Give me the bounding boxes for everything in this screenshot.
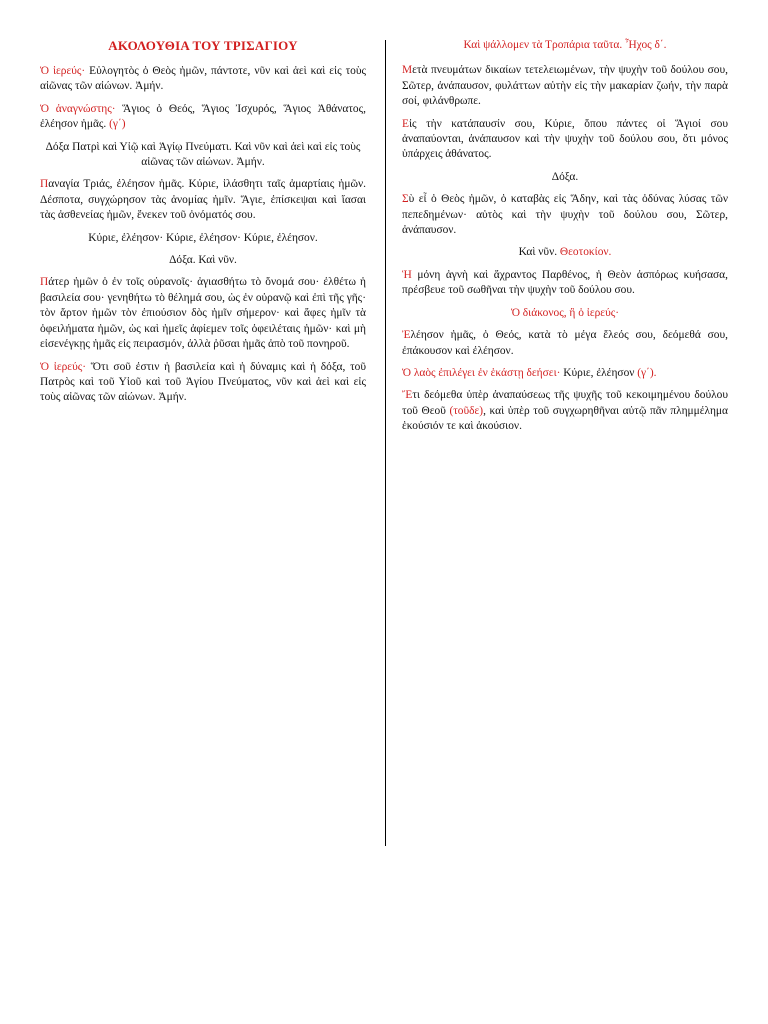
- paragraph-litany-2: [402, 388, 728, 434]
- doxology-text: Ὅτι σοῦ ἐστιν ἡ βασιλεία καὶ ἡ δύναμις καὶ ἡ δόξα, τοῦ Πατρὸς καὶ τοῦ Υἱοῦ καὶ τοῦ Ἁγίου Πνεύματος, νῦν καὶ ἀεὶ καὶ εἰς τοὺς αἰῶνας τῶν αἰώνων. Ἀμήν.: [40, 360, 366, 404]
- theotokion-text: μόνη ἁγνὴ καὶ ἄχραντος Παρθένος, ἡ Θεὸν ἀσπόρως κυήσασα, πρέσβευε τοῦ σωθῆναι τὴν ψυχὴν τοῦ δούλου σου.: [402, 268, 728, 297]
- troparion-2-text: ἰς τὴν κατάπαυσίν σου, Κύριε, ὅπου πάντες οἱ Ἅγιοί σου ἀναπαύονται, ἀνάπαυσον καὶ τὴν ψυχὴν τοῦ δούλου σου, ὅτι μόνος ὑπάρχεις ἀθάνατος.: [402, 117, 728, 161]
- drop-initial: Π: [40, 276, 49, 289]
- role-reader: Ὁ ἀναγνώστης·: [40, 102, 116, 115]
- troparion-3-text: ὺ εἶ ὁ Θεὸς ἡμῶν, ὁ καταβὰς εἰς Ἅδην, καὶ τὰς ὀδύνας λύσας τῶν πεπεδημένων· αὐτὸς καὶ τὴν ψυχὴν τοῦ δούλου σου, Σῶτερ, ἀνάπαυσον.: [402, 193, 728, 237]
- drop-initial: Ἐ: [402, 329, 411, 342]
- kyrie-response-text: Κύριε, ἐλέησον: [560, 366, 638, 379]
- paragraph-glory: Δόξα Πατρὶ καὶ Υἱῷ καὶ Ἁγίῳ Πνεύματι. Καὶ νῦν καὶ ἀεὶ καὶ εἰς τοὺς αἰῶνας τῶν αἰώνων. Ἀμήν.: [45, 140, 361, 169]
- rubric-people: Ὁ λαὸς ἐπιλέγει ἐν ἑκάστῃ δεήσει·: [402, 366, 561, 379]
- paragraph-troparion-1: [402, 63, 728, 109]
- and-now-text: Καὶ νῦν.: [518, 246, 560, 259]
- role-priest: Ὁ ἱερεύς·: [40, 360, 87, 373]
- drop-initial: Π: [40, 178, 49, 191]
- right-column: [402, 38, 728, 442]
- column-divider: [385, 40, 386, 846]
- paragraph-litany-1: [402, 328, 728, 359]
- litany-2-text-a: τι δεόμεθα ὑπὲρ ἀναπαύσεως τῆς ψυχῆς τοῦ κεκοιμημένου δούλου τοῦ Θεοῦ: [402, 389, 728, 417]
- lords-prayer-text: άτερ ἡμῶν ὁ ἐν τοῖς οὐρανοῖς· ἁγιασθήτω τὸ ὄνομά σου· ἐλθέτω ἡ βασιλεία σου· γενηθήτω τὸ θέλημά σου, ὡς ἐν οὐρανῷ καὶ ἐπὶ τῆς γῆς· τὸν ἄρτον ἡμῶν τὸν ἐπιούσιον δὸς ἡμῖν σήμερον· καὶ ἄφες ἡμῖν τὰ ὀφειλήματα ἡμῶν, ὡς καὶ ἡμεῖς ἀφίεμεν τοῖς ὀφειλέταις ἡμῶν· καὶ μὴ εἰσενέγκῃς ἡμᾶς εἰς πειρασμόν, ἀλλὰ ῥῦσαι ἡμᾶς ἀπὸ τοῦ πονηροῦ.: [40, 276, 366, 351]
- paragraph-glory-now: Δόξα. Καὶ νῦν.: [169, 254, 237, 267]
- left-column: [40, 38, 366, 413]
- paragraph-kyrie: Κύριε, ἐλέησον· Κύριε, ἐλέησον· Κύριε, ἐλέησον.: [88, 231, 318, 244]
- paragraph-theotokion: [402, 268, 728, 299]
- drop-initial: Ἡ: [402, 268, 412, 281]
- drop-initial: Σ: [402, 193, 409, 206]
- paragraph-holy-trinity: [40, 177, 366, 223]
- paragraph-troparion-2: [402, 117, 728, 163]
- paragraph-glory-right: Δόξα.: [551, 170, 579, 183]
- troparia-header: Καὶ ψάλλομεν τὰ Τροπάρια ταῦτα. Ἦχος δ΄.: [463, 39, 667, 51]
- rubric-deacon-priest: Ὁ διάκονος, ἢ ὁ ἱερεύς·: [510, 306, 620, 319]
- paragraph-trisagion: [40, 102, 366, 133]
- troparion-1-text: ετὰ πνευμάτων δικαίων τετελειωμένων, τὴν ψυχὴν τοῦ δούλου σου, Σῶτερ, ἀνάπαυσον, φυλάττων αὐτὴν εἰς τὴν μακαρίαν ζωήν, τὴν παρὰ σοί, φιλάνθρωπε.: [402, 64, 728, 108]
- service-title: ΑΚΟΛΟΥΘΙΑ ΤΟΥ ΤΡΙΣΑΓΙΟΥ: [108, 38, 298, 53]
- trisagion-text: Ἅγιος ὁ Θεός, Ἅγιος Ἰσχυρός, Ἅγιος Ἀθάνατος, ἐλέησον ἡμᾶς.: [40, 102, 366, 131]
- litany-2-text-b: , καὶ ὑπὲρ τοῦ συγχωρηθῆναι αὐτῷ πᾶν πλημμέλημα ἑκούσιόν τε καὶ ἀκούσιον.: [402, 404, 728, 433]
- holy-trinity-text: αναγία Τριάς, ἐλέησον ἡμᾶς. Κύριε, ἱλάσθητι ταῖς ἁμαρτίαις ἡμῶν. Δέσποτα, συγχώρησον τὰς ἀνομίας ἡμῖν. Ἅγιε, ἐπίσκεψαι καὶ ἴασαι τὰς ἀσθενείας ἡμῶν, ἕνεκεν τοῦ ὀνόματός σου.: [40, 178, 366, 222]
- paragraph-lords-prayer: [40, 275, 366, 352]
- drop-initial: Ἔ: [402, 389, 413, 402]
- drop-initial: Ε: [402, 117, 409, 130]
- role-priest: Ὁ ἱερεύς·: [40, 65, 86, 77]
- theotokion-rubric: Θεοτοκίον.: [559, 246, 612, 259]
- paragraph-people-response: [402, 366, 728, 381]
- name-placeholder: (τοῦδε): [449, 404, 484, 417]
- paragraph-and-now: [402, 245, 728, 260]
- rubric-thrice: (γ΄): [109, 118, 126, 131]
- paragraph-blessing: [40, 64, 366, 95]
- blessing-text: Εὐλογητὸς ὁ Θεὸς ἡμῶν, πάντοτε, νῦν καὶ ἀεὶ καὶ εἰς τοὺς αἰῶνας τῶν αἰώνων. Ἀμήν.: [40, 65, 366, 93]
- paragraph-troparion-3: [402, 192, 728, 238]
- rubric-thrice: (γ΄).: [637, 366, 657, 379]
- paragraph-doxology: [40, 360, 366, 406]
- drop-initial: Μ: [402, 64, 413, 77]
- litany-1-text: λέησον ἡμᾶς, ὁ Θεός, κατὰ τὸ μέγα ἔλεός σου, δεόμεθά σου, ἐπάκουσον καὶ ἐλέησον.: [402, 329, 728, 357]
